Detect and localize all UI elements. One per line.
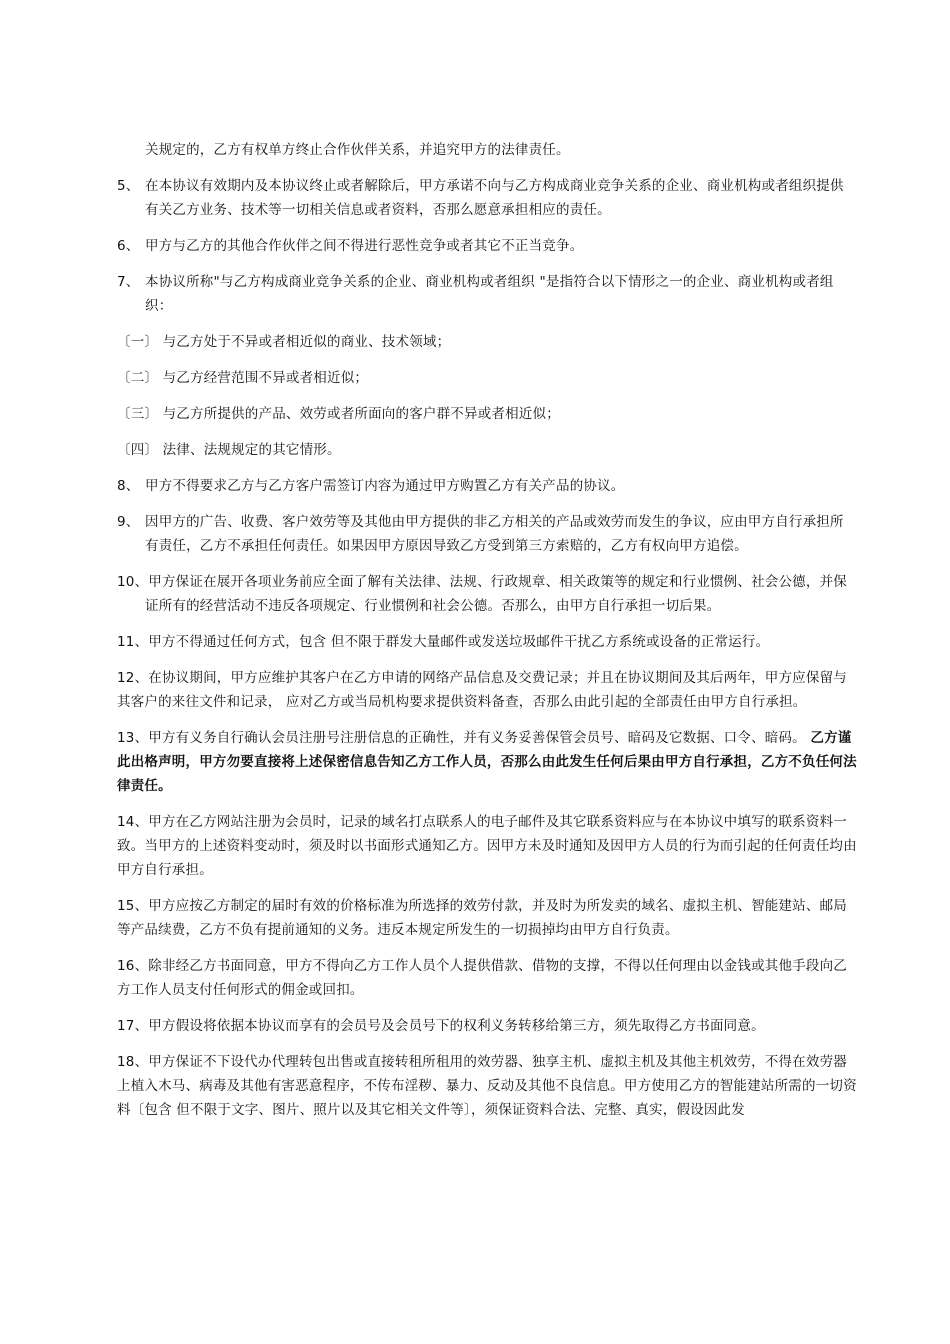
item-number: 8、 [117,478,140,494]
paragraph-text: 与乙方经营范围不异或者相近似； [162,370,369,386]
sub-item-number: 〔一〕 [117,334,159,350]
sub-item-2 [117,366,857,390]
paragraph-text: 16、除非经乙方书面同意，甲方不得向乙方工作人员个人提供借款、借物的支撑，不得以任何理由以金钱或其他手段向乙方工作人员支付任何形式的佣金或回扣。 [117,958,847,998]
paragraph-text: 与乙方所提供的产品、效劳或者所面向的客户群不异或者相近似； [162,406,560,422]
paragraph-text: 在本协议有效期内及本协议终止或者解除后，甲方承诺不向与乙方构成商业竞争关系的企业、商业机构或者组织提供有关乙方业务、技术等一切相关信息或者资料，否那么愿意承担相应的责任。 [145,178,844,218]
paragraph-text: 17、甲方假设将依据本协议而享有的会员号及会员号下的权利义务转移给第三方，须先取得乙方书面同意。 [117,1018,765,1034]
paragraph-text: 与乙方处于不异或者相近似的商业、技术领域； [162,334,451,350]
paragraph-item-13 [117,726,857,798]
bold-declaration-text: 乙方谨此出格声明，甲方勿要直接将上述保密信息告知乙方工作人员，否那么由此发生任何后果由甲方自行承担，乙方不负任何法律责任。 [117,730,857,794]
sub-item-4 [117,438,857,462]
paragraph-item-16 [117,954,857,1002]
paragraph-text: 10、甲方保证在展开各项业务前应全面了解有关法律、法规、行政规章、相关政策等的规定和行业惯例、社会公德，并保证所有的经营活动不违反各项规定、行业惯例和社会公德。否那么，由甲方自行承担一切后果。 [117,574,847,614]
paragraph-text: 15、甲方应按乙方制定的届时有效的价格标准为所选择的效劳付款，并及时为所发卖的域名、虚拟主机、智能建站、邮局等产品续费，乙方不负有提前通知的义务。违反本规定所发生的一切损掉均由甲方自行负责。 [117,898,847,938]
paragraph-item-7 [117,270,857,318]
paragraph-item-5 [117,174,857,222]
paragraph-item-8 [117,474,857,498]
item-number: 9、 [117,514,140,530]
paragraph-item-10 [117,570,857,618]
paragraph-text: 关规定的，乙方有权单方终止合作伙伴关系，并追究甲方的法律责任。 [145,142,570,158]
paragraph-text: 甲方与乙方的其他合作伙伴之间不得进行恶性竞争或者其它不正当竞争。 [145,238,584,254]
paragraph-item-15 [117,894,857,942]
paragraph-item-9 [117,510,857,558]
paragraph-item-11 [117,630,857,654]
sub-item-number: 〔三〕 [117,406,159,422]
paragraph-item-12 [117,666,857,714]
paragraph-item-17 [117,1014,857,1038]
item-number: 6、 [117,238,140,254]
document-body [117,138,857,1134]
sub-item-1 [117,330,857,354]
paragraph-text: 12、在协议期间，甲方应维护其客户在乙方申请的网络产品信息及交费记录；并且在协议期间及其后两年，甲方应保留与其客户的来往文件和记录， 应对乙方或当局机构要求提供资料备查，否那么由此引起的全部责任由甲方自行承担。 [117,670,847,710]
paragraph-text: 本协议所称"与乙方构成商业竞争关系的企业、商业机构或者组织 "是指符合以下情形之一的企业、商业机构或者组织： [145,274,834,314]
paragraph-item-14 [117,810,857,882]
paragraph-item-18 [117,1050,857,1122]
paragraph-continuation [117,138,857,162]
paragraph-text: 18、甲方保证不下设代办代理转包出售或直接转租所租用的效劳器、独享主机、虚拟主机及其他主机效劳，不得在效劳器上植入木马、病毒及其他有害恶意程序，不传布淫秽、暴力、反动及其他不良信息。甲方使用乙方的智能建站所需的一切资料〔包含 但不限于文字、图片、照片以及其它相关文件等〕，须保证资料合法、完整、真实，假设因此发 [117,1054,857,1118]
paragraph-text: 13、甲方有义务自行确认会员注册号注册信息的正确性，并有义务妥善保管会员号、暗码及它数据、口令、暗码。 [117,730,811,746]
paragraph-text: 法律、法规规定的其它情形。 [162,442,341,458]
item-number: 7、 [117,274,140,290]
paragraph-text: 11、甲方不得通过任何方式，包含 但不限于群发大量邮件或发送垃圾邮件干扰乙方系统或设备的正常运行。 [117,634,770,650]
paragraph-text: 甲方不得要求乙方与乙方客户需签订内容为通过甲方购置乙方有关产品的协议。 [145,478,625,494]
sub-item-number: 〔二〕 [117,370,159,386]
paragraph-item-6 [117,234,857,258]
sub-item-3 [117,402,857,426]
item-number: 5、 [117,178,140,194]
sub-item-number: 〔四〕 [117,442,159,458]
paragraph-text: 因甲方的广告、收费、客户效劳等及其他由甲方提供的非乙方相关的产品或效劳而发生的争议，应由甲方自行承担所有责任，乙方不承担任何责任。如果因甲方原因导致乙方受到第三方索赔的，乙方有权向甲方追偿。 [145,514,844,554]
paragraph-text: 14、甲方在乙方网站注册为会员时，记录的域名打点联系人的电子邮件及其它联系资料应与在本协议中填写的联系资料一致。当甲方的上述资料变动时，须及时以书面形式通知乙方。因甲方未及时通知及因甲方人员的行为而引起的任何责任均由甲方自行承担。 [117,814,857,878]
